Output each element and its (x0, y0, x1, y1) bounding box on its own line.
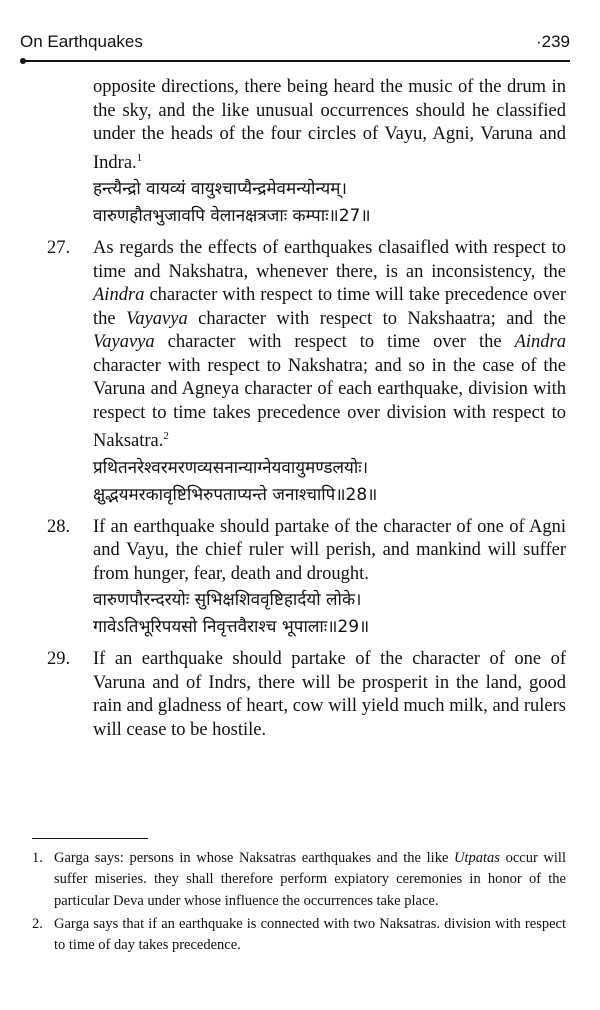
footnote-2 (32, 914, 566, 957)
verse-27-text: character with respect to Nakshaatra; and the (187, 308, 566, 329)
footnote-ref-2: 2 (163, 430, 169, 443)
header-rule (22, 60, 570, 62)
sanskrit-verse-29-line-1: वारुणपौरन्दरयोः सुभिक्षशिववृष्टिहार्दयो लोके। (93, 590, 362, 611)
sanskrit-verse-29-line-2: गावेऽतिभूरिपयसो निवृत्तवैराश्च भूपालाः॥29॥ (93, 617, 370, 638)
footnote-1 (32, 848, 566, 912)
sanskrit-verse-27-line-2: वारुणहौतभुजावपि वेलानक्षत्रजाः कम्पाः॥27॥ (93, 206, 371, 227)
sanskrit-verse-28-line-2: क्षुद्भयमरकावृष्टिभिरुपताप्यन्ते जनाश्चापि॥28॥ (93, 484, 378, 505)
footnote-1-number: 1. (32, 850, 43, 866)
term-vayavya: Vayavya (126, 308, 188, 329)
footnote-1-text: occur will suffer miseries. they shall therefore perform expiatory ceremonies in honor of the particular Deva under whose influence the occurrences take place. (54, 850, 566, 909)
verse-28-text: If an earthquake should partake of the character of one of Agni and Vayu, the chief ruler will perish, and mankind will suffer from hunger, fear, death and drought. (93, 516, 566, 584)
page-header (20, 32, 570, 56)
verse-27-text: character with respect to Nakshatra; and so in the case of the Varuna and Agneya character of each earthquake, division with respect to time takes precedence over division with respect to Naksatra. (93, 355, 566, 452)
sanskrit-verse-28-line-1: प्रथितनरेश्वरमरणव्यसनान्याग्नेयवायुमण्डलयोः। (93, 457, 369, 478)
sanskrit-verse-27-line-1: हन्त्यैन्द्रो वायव्यं वायुश्चाप्यैन्द्रमेवमन्योन्यम्। (93, 179, 347, 200)
verse-28-number: 28. (47, 516, 71, 537)
page-number: ·239 (535, 32, 570, 51)
running-title: On Earthquakes (20, 32, 143, 51)
term-vayavya: Vayavya (93, 332, 155, 353)
footnote-rule (32, 838, 148, 839)
header-rule-dot (20, 58, 26, 64)
verse-27-number: 27. (47, 238, 71, 259)
term-aindra: Aindra (93, 285, 145, 306)
footnote-1-text: Garga says: persons in whose Naksatras earthquakes and the like (54, 850, 455, 866)
term-utpatas: Utpatas (454, 850, 500, 866)
intro-paragraph (18, 76, 566, 175)
footnote-2-number: 2. (32, 915, 43, 932)
verse-28-paragraph (18, 516, 566, 587)
term-aindra: Aindra (514, 332, 566, 353)
verse-27-text: As regards the effects of earthquakes clasaifled with respect to time and Nakshatra, whenever there, is an inconsistency, the (93, 238, 566, 282)
verse-27-text: character with respect to time over the (154, 332, 515, 353)
verse-27-paragraph (18, 237, 566, 454)
footnote-2-text: Garga says that if an earthquake is connected with two Naksatras. division with respect to time of day takes precedence. (54, 915, 566, 954)
verse-29-paragraph (18, 648, 566, 742)
verse-27-text: character with respect to time will take precedence over the (93, 285, 566, 329)
intro-text: opposite directions, there being heard the music of the drum in the sky, and the like unusual occurrences should he classified under the heads of the four circles of Vayu, Agni, Varuna and Indra. (93, 77, 566, 173)
footnote-ref-1: 1 (136, 151, 143, 164)
verse-29-text: If an earthquake should partake of the character of one of Varuna and of Indrs, there will be prosperit in the land, good rain and gladness of heart, cow will yield much milk, and rulers will cease to be hostile. (93, 649, 566, 740)
footnotes (32, 848, 566, 958)
main-text (18, 76, 566, 742)
verse-29-number: 29. (47, 649, 71, 670)
